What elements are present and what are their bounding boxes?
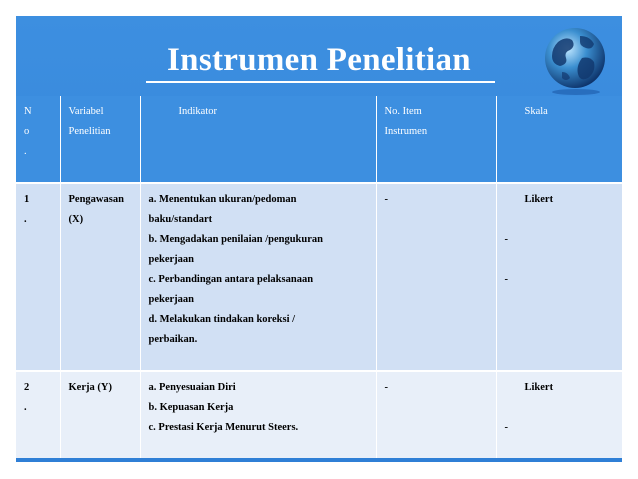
instrument-table — [16, 96, 622, 458]
header-no: N o . — [16, 96, 60, 183]
cell-indikator: a. Menentukan ukuran/pedoman baku/standart b. Mengadakan penilaian /pengukuran pekerjaan c. Perbandingan antara pelaksanaan pekerjaan d. Melakukan tindakan koreksi / perbaikan. — [140, 183, 376, 371]
title-underline — [146, 81, 495, 83]
cell-skala: Likert - - — [496, 183, 622, 371]
table-row — [16, 183, 622, 371]
table-header-row — [16, 96, 622, 183]
cell-no: 1 . — [16, 183, 60, 371]
cell-indikator: a. Penyesuaian Diri b. Kepuasan Kerja c. Prestasi Kerja Menurut Steers. — [140, 371, 376, 458]
cell-skala: Likert - — [496, 371, 622, 458]
header-indikator: Indikator — [140, 96, 376, 183]
cell-no: 2 . — [16, 371, 60, 458]
cell-item: - — [376, 371, 496, 458]
header-skala: Skala — [496, 96, 622, 183]
page-title: Instrumen Penelitian — [167, 42, 471, 78]
cell-variabel: Pengawasan (X) — [60, 183, 140, 371]
table-row — [16, 371, 622, 458]
cell-variabel: Kerja (Y) — [60, 371, 140, 458]
header-item: No. Item Instrumen — [376, 96, 496, 183]
cell-item: - — [376, 183, 496, 371]
globe-icon — [538, 24, 612, 96]
header-variabel: Variabel Penelitian — [60, 96, 140, 183]
